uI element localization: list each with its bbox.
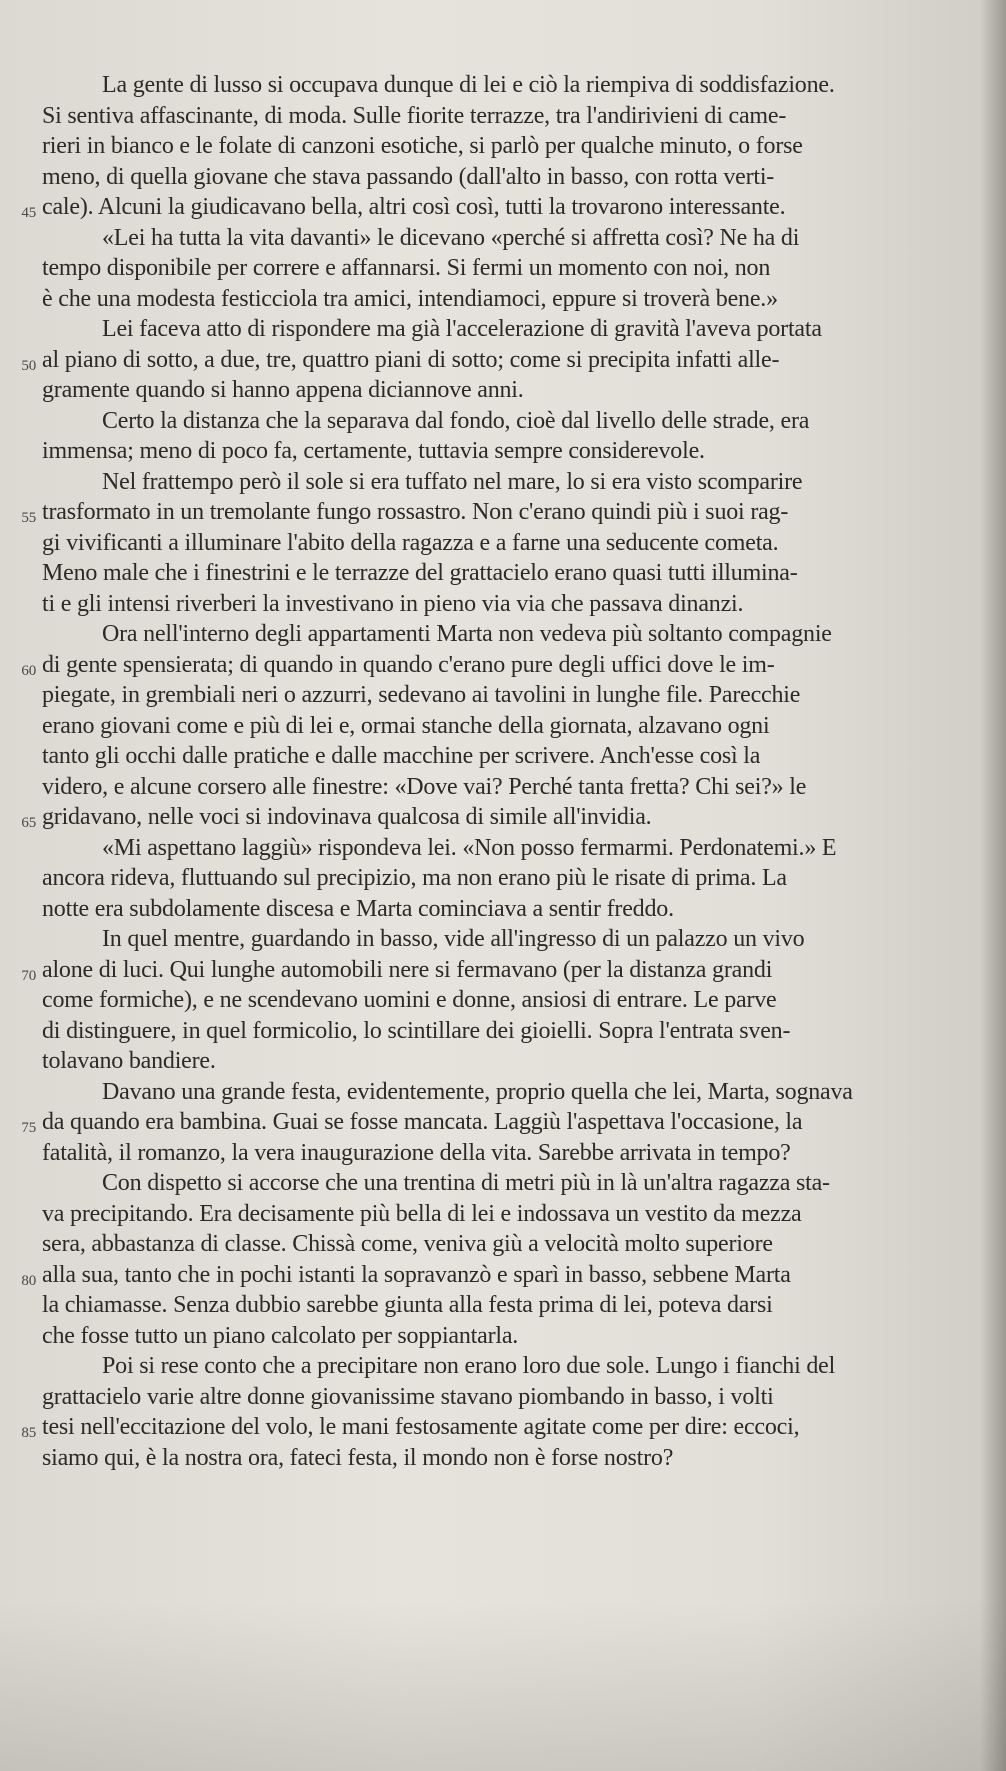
text-line bbox=[42, 1443, 972, 1474]
line-text: alone di luci. Qui lunghe automobili nere si fermavano (per la distanza grandi bbox=[42, 956, 773, 983]
line-text: Lei faceva atto di rispondere ma già l'accelerazione di gravità l'aveva portata bbox=[102, 316, 822, 342]
line-text: fatalità, il romanzo, la vera inaugurazione della vita. Sarebbe arrivata in tempo? bbox=[42, 1139, 791, 1166]
line-text: da quando era bambina. Guai se fosse mancata. Laggiù l'aspettava l'occasione, la bbox=[42, 1109, 803, 1135]
text-line bbox=[42, 406, 972, 437]
text-line bbox=[21, 192, 972, 223]
line-text: rieri in bianco e le folate di canzoni esotiche, si parlò per qualche minuto, o forse bbox=[42, 133, 803, 159]
page-edge-shadow bbox=[980, 0, 1006, 1771]
text-line bbox=[42, 711, 972, 742]
text-line bbox=[42, 162, 972, 193]
text-line bbox=[42, 1016, 972, 1047]
line-text: che fosse tutto un piano calcolato per soppiantarla. bbox=[42, 1322, 519, 1349]
paragraph bbox=[21, 1168, 972, 1351]
line-text: trasformato in un tremolante fungo rossastro. Non c'erano quindi più i suoi rag- bbox=[42, 499, 789, 525]
paragraph bbox=[21, 1351, 972, 1473]
line-number: 70 bbox=[21, 967, 36, 984]
text-line bbox=[42, 528, 972, 559]
text-line bbox=[42, 589, 972, 620]
line-text: grattacielo varie altre donne giovanissime stavano piombando in basso, i volti bbox=[42, 1383, 774, 1410]
line-number: 75 bbox=[21, 1120, 36, 1136]
paragraph bbox=[42, 833, 972, 925]
text-line bbox=[42, 1229, 972, 1260]
text-line bbox=[42, 1290, 972, 1321]
line-number: 85 bbox=[21, 1425, 36, 1441]
line-number: 55 bbox=[21, 510, 36, 526]
text-line bbox=[42, 131, 972, 162]
line-text: gi vivificanti a illuminare l'abito della ragazza e a farne una seducente cometa. bbox=[42, 529, 779, 556]
line-text: piegate, in grembiali neri o azzurri, sedevano ai tavolini in lunghe file. Parecchie bbox=[42, 682, 801, 708]
line-text: «Lei ha tutta la vita davanti» le dicevano «perché si affretta così? Ne ha di bbox=[102, 224, 800, 251]
line-number: 45 bbox=[21, 205, 36, 221]
text-line bbox=[21, 345, 972, 376]
line-text: In quel mentre, guardando in basso, vide all'ingresso di un palazzo un vivo bbox=[102, 926, 805, 952]
text-line bbox=[42, 741, 972, 772]
text-line bbox=[42, 1077, 972, 1108]
paragraph bbox=[21, 70, 972, 223]
line-text: la chiamasse. Senza dubbio sarebbe giunta alla festa prima di lei, poteva darsi bbox=[42, 1292, 773, 1318]
line-text: notte era subdolamente discesa e Marta cominciava a sentir freddo. bbox=[42, 895, 674, 922]
line-text: tanto gli occhi dalle pratiche e dalle macchine per scrivere. Anch'esse così la bbox=[42, 743, 761, 769]
body-text bbox=[21, 70, 972, 1473]
text-line bbox=[42, 833, 972, 864]
text-line bbox=[42, 1321, 972, 1352]
text-line bbox=[42, 985, 972, 1016]
line-number: 80 bbox=[21, 1272, 36, 1289]
text-line bbox=[42, 772, 972, 803]
text-line bbox=[42, 619, 972, 650]
line-text: Con dispetto si accorse che una trentina di metri più in là un'altra ragazza sta- bbox=[102, 1170, 830, 1196]
text-line bbox=[42, 1351, 972, 1382]
text-line bbox=[42, 680, 972, 711]
text-line bbox=[42, 924, 972, 955]
text-line bbox=[21, 1260, 972, 1291]
text-line bbox=[42, 70, 972, 101]
line-text: Ora nell'interno degli appartamenti Marta non vedeva più soltanto compagnie bbox=[102, 621, 832, 647]
text-line bbox=[42, 436, 972, 467]
paragraph bbox=[42, 223, 972, 315]
text-line bbox=[42, 284, 972, 315]
page-shadow bbox=[0, 1600, 1006, 1771]
text-line bbox=[42, 863, 972, 894]
line-text: è che una modesta festicciola tra amici, intendiamoci, eppure si troverà bene.» bbox=[42, 285, 778, 312]
line-text: Si sentiva affascinante, di moda. Sulle fiorite terrazze, tra l'andirivieni di came- bbox=[42, 102, 787, 129]
text-line bbox=[42, 467, 972, 498]
line-text: videro, e alcune corsero alle finestre: «Dove vai? Perché tanta fretta? Chi sei?» le bbox=[42, 773, 807, 800]
text-line bbox=[21, 497, 972, 528]
line-text: tempo disponibile per correre e affannarsi. Si fermi un momento con noi, non bbox=[42, 255, 771, 281]
text-line bbox=[42, 1168, 972, 1199]
text-line bbox=[42, 314, 972, 345]
text-line bbox=[21, 1412, 972, 1443]
line-text: siamo qui, è la nostra ora, fateci festa, il mondo non è forse nostro? bbox=[42, 1444, 674, 1471]
text-line bbox=[42, 894, 972, 925]
line-text: tolavano bandiere. bbox=[42, 1048, 216, 1074]
text-line bbox=[42, 253, 972, 284]
text-line bbox=[21, 1107, 972, 1138]
line-text: Poi si rese conto che a precipitare non erano loro due sole. Lungo i fianchi del bbox=[102, 1353, 836, 1379]
line-text: alla sua, tanto che in pochi istanti la sopravanzò e sparì in basso, sebbene Marta bbox=[42, 1261, 791, 1288]
paragraph bbox=[21, 924, 972, 1077]
line-text: immensa; meno di poco fa, certamente, tuttavia sempre considerevole. bbox=[42, 438, 705, 464]
line-text: gramente quando si hanno appena diciannove anni. bbox=[42, 377, 524, 403]
line-text: gridavano, nelle voci si indovinava qualcosa di simile all'invidia. bbox=[42, 804, 652, 830]
line-text: Davano una grande festa, evidentemente, proprio quella che lei, Marta, sognava bbox=[102, 1078, 853, 1105]
line-text: meno, di quella giovane che stava passando (dall'alto in basso, con rotta verti- bbox=[42, 163, 775, 190]
line-text: Nel frattempo però il sole si era tuffato nel mare, lo si era visto scomparire bbox=[102, 468, 803, 495]
text-line bbox=[42, 1138, 972, 1169]
line-text: ti e gli intensi riverberi la investivano in pieno via via che passava dinanzi. bbox=[42, 590, 744, 617]
line-text: al piano di sotto, a due, tre, quattro piani di sotto; come si precipita infatti alle- bbox=[42, 346, 780, 373]
line-text: Certo la distanza che la separava dal fondo, cioè dal livello delle strade, era bbox=[102, 407, 810, 434]
text-line bbox=[42, 1382, 972, 1413]
text-line bbox=[21, 955, 972, 986]
text-line bbox=[42, 375, 972, 406]
text-line bbox=[42, 101, 972, 132]
line-text: erano giovani come e più di lei e, ormai stanche della giornata, alzavano ogni bbox=[42, 712, 770, 739]
line-text: di distinguere, in quel formicolio, lo scintillare dei gioielli. Sopra l'entrata sven- bbox=[42, 1017, 791, 1044]
paragraph bbox=[42, 406, 972, 467]
line-text: va precipitando. Era decisamente più bella di lei e indossava un vestito da mezza bbox=[42, 1200, 802, 1227]
text-line bbox=[21, 650, 972, 681]
line-text: «Mi aspettano laggiù» rispondeva lei. «Non posso fermarmi. Perdonatemi.» E bbox=[102, 834, 837, 861]
text-line bbox=[21, 802, 972, 833]
line-number: 65 bbox=[21, 815, 36, 831]
text-line bbox=[42, 223, 972, 254]
paragraph bbox=[21, 467, 972, 620]
line-text: La gente di lusso si occupava dunque di lei e ciò la riempiva di soddisfazione. bbox=[102, 72, 835, 98]
line-number: 60 bbox=[21, 662, 36, 679]
paragraph bbox=[21, 1077, 972, 1169]
line-text: sera, abbastanza di classe. Chissà come, veniva giù a velocità molto superiore bbox=[42, 1231, 773, 1257]
paragraph bbox=[21, 619, 972, 833]
line-number: 50 bbox=[21, 357, 36, 374]
line-text: Meno male che i finestrini e le terrazze del grattacielo erano quasi tutti illumina- bbox=[42, 560, 798, 586]
line-text: come formiche), e ne scendevano uomini e donne, ansiosi di entrare. Le parve bbox=[42, 987, 777, 1013]
line-text: di gente spensierata; di quando in quando c'erano pure degli uffici dove le im- bbox=[42, 651, 775, 678]
paragraph bbox=[21, 314, 972, 406]
line-text: tesi nell'eccitazione del volo, le mani festosamente agitate come per dire: eccoci, bbox=[42, 1414, 800, 1440]
line-text: cale). Alcuni la giudicavano bella, altri così così, tutti la trovarono interessante. bbox=[42, 194, 786, 220]
text-line bbox=[42, 1199, 972, 1230]
line-text: ancora rideva, fluttuando sul precipizio, ma non erano più le risate di prima. La bbox=[42, 865, 787, 891]
text-line bbox=[42, 558, 972, 589]
text-line bbox=[42, 1046, 972, 1077]
